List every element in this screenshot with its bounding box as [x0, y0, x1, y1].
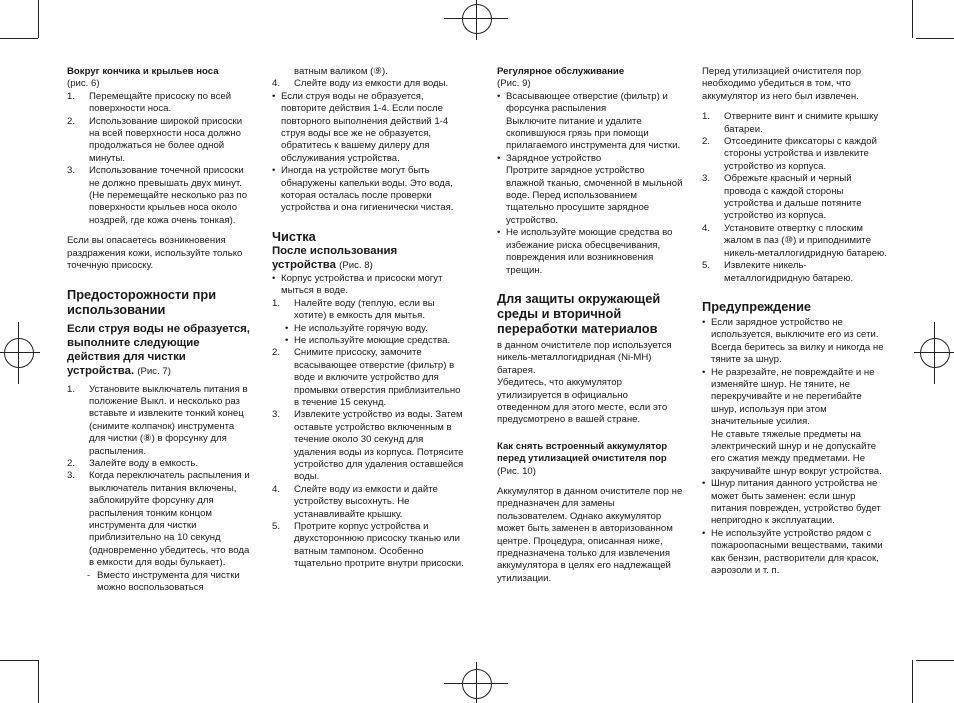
item-number: 4. — [702, 222, 711, 234]
item-title: Всасывающее отверстие (фильтр) и форсунка распыления — [506, 90, 668, 115]
item-number: 5. — [272, 521, 281, 532]
item-number: 3. — [67, 470, 76, 482]
bullet-icon: • — [272, 90, 276, 102]
item-text: Если струя воды не образуется, повторите действия 1-4. Если после повторного выполнения действий 1-4 струя воды все же не образуется, обратитесь к вашему дилеру для обслуживания устройства. — [281, 90, 449, 164]
bullet-item — [497, 227, 683, 277]
item-number: 1. — [67, 90, 76, 102]
item-text — [506, 153, 683, 227]
column-2 — [272, 66, 464, 571]
heading-after-use: После использования устройства (Рис. 8) — [272, 244, 398, 271]
list-item — [702, 260, 890, 285]
steps-list — [702, 111, 890, 285]
heading-remove-battery: Как снять встроенный аккумулятор перед утилизацией очистителя пор (Рис. 10) — [497, 440, 668, 477]
list-item — [702, 111, 890, 136]
item-text: Слейте воду из емкости и дайте устройству высохнуть. Не устанавливайте крышку. — [294, 483, 438, 520]
crop-mark-bottom-right — [912, 660, 913, 703]
column-3 — [497, 66, 683, 585]
sub-bullet-item — [285, 335, 464, 347]
sub-bullet-item — [285, 323, 464, 335]
item-title: Зарядное устройство — [506, 152, 602, 164]
item-text: Установите отвертку с плоским жалом в паз (⑩) и приподнимите никель-металлогидридную батарею. — [724, 222, 887, 259]
crop-mark-bottom-left — [38, 660, 39, 703]
item-text: Не используйте устройство рядом с пожароопасными веществами, такими как бензин, растворители для красок, аэрозоли и т. п. — [711, 527, 883, 577]
list-item — [67, 384, 253, 458]
column-4 — [702, 66, 890, 577]
bullet-icon: • — [272, 165, 276, 177]
item-text: Отсоедините фиксаторы с каждой стороны устройства и извлеките устройство из корпуса. — [724, 136, 877, 172]
bullet-item — [497, 91, 683, 153]
heading-clean: Чистка — [272, 228, 316, 244]
crop-mark-top-right-h — [916, 38, 954, 39]
nose-list — [67, 91, 253, 227]
registration-mark-top-v — [476, 0, 477, 40]
env-paragraph-1: в данном очистителе пор используется никель-металлогидридная (Ni-MH) батарея. — [497, 339, 672, 376]
item-text: Налейте воду (теплую, если вы хотите) в емкость для мытья. — [294, 297, 435, 322]
item-text: Снимите присоску, замочите всасывающее отверстие (фильтр) в воде и включите устройство для промывки отверстия приблизительно в течение 15 секунд. — [294, 347, 461, 408]
column-1 — [67, 66, 253, 594]
item-number: 3. — [67, 165, 76, 177]
item-number: 5. — [702, 260, 711, 272]
crop-mark-bottom-left-h — [0, 660, 38, 661]
bullet-item — [702, 317, 890, 367]
crop-mark-top-left — [38, 0, 39, 38]
heading-regular-ref: (Рис. 9) — [497, 78, 531, 90]
item-text: Использование точечной присоски не должно превышать двух минут. (Не перемещайте несколько раз по поверхности крыльев носа около ноздрей, где кожа очень тонкая). — [89, 165, 248, 226]
list-item — [702, 223, 890, 260]
list-item — [272, 298, 464, 348]
bullet-icon: • — [702, 316, 706, 328]
item-text — [506, 91, 683, 153]
bullet-icon: • — [497, 152, 501, 164]
heading-warning: Предупреждение — [702, 298, 812, 314]
jet-sub-item: - Вместо инструмента для чистки можно воспользоваться — [87, 569, 240, 593]
env-paragraph-2: Убедитесь, что аккумулятор утилизируется в официально отведенном для этого месте, если это предусмотрено в вашей стране. — [497, 377, 668, 426]
bullet-item — [272, 165, 464, 215]
item-body: Протрите зарядное устройство влажной тканью, смоченной в мыльной воде. Перед использованием тщательно просушите зарядное устройство. — [506, 165, 683, 226]
list-item — [67, 165, 253, 227]
item-text: Перемещайте присоску по всей поверхности носа. — [89, 90, 232, 115]
item-text: Иногда на устройстве могут быть обнаружены капельки воды. Это вода, которая осталась после проверки устройства и она гигиенически чистая. — [281, 165, 454, 214]
nose-note: Если вы опасаетесь возникновения раздражения кожи, используйте только точечную присоску. — [67, 235, 243, 272]
item-body: Не используйте моющие средства во избежание риска обесцвечивания, повреждения или возникновения трещин. — [506, 227, 673, 276]
item-number: 1. — [67, 383, 76, 395]
heading-precautions: Предосторожности при использовании — [67, 286, 217, 317]
item-text: Если зарядное устройство не используется, выключите его из сети. Всегда беритесь за вилку и никогда не тяните за шнур. — [711, 316, 884, 366]
item-text: Обрежьте красный и черный провода с каждой стороны устройства и дальше потяните устройство из корпуса. — [724, 173, 862, 222]
item-number: 4. — [272, 483, 281, 495]
bullet-item — [497, 153, 683, 227]
item-text: Использование широкой присоски на всей поверхности носа должно продолжаться не более одной минуты. — [89, 115, 243, 164]
registration-mark-bottom — [462, 669, 492, 699]
after-bullet: • Корпус устройства и присоски могут мыться в воде. — [272, 272, 443, 297]
crop-mark-bottom-right-h — [916, 660, 954, 661]
item-number: 1. — [702, 111, 711, 123]
regular-list — [497, 91, 683, 277]
item-text: Не используйте моющие средства. — [294, 334, 451, 346]
intro-paragraph: Перед утилизацией очистителя пор необходимо убедиться в том, что аккумулятор из него был извлечен. — [702, 66, 862, 102]
registration-mark-top — [462, 4, 492, 34]
registration-mark-right-v — [934, 322, 935, 384]
bullet-item — [272, 91, 464, 165]
list-item — [702, 173, 890, 223]
bullet-icon: • — [285, 322, 289, 334]
list-item — [67, 458, 253, 470]
item-text: Извлеките устройство из воды. Затем оставьте устройство включенным в течение около 30 секунд для удаления воды из корпуса. Потрясите устройство для удаления оставшейся воды. — [294, 409, 464, 483]
bullet-list — [272, 91, 464, 215]
heading-regular: Регулярное обслуживание — [497, 66, 625, 77]
registration-mark-left-v — [18, 322, 19, 384]
bullet-icon: • — [702, 527, 706, 539]
list-item — [67, 91, 253, 116]
bullet-item — [702, 528, 890, 578]
item-number: 2. — [272, 347, 281, 359]
crop-mark-top-right — [912, 0, 913, 38]
bullet-item — [702, 367, 890, 479]
registration-mark-right — [920, 338, 950, 368]
bullet-item — [702, 478, 890, 528]
item-number: 2. — [702, 136, 711, 148]
bullet-icon: • — [702, 366, 706, 378]
item-text: Извлеките никель-металлогидридную батарею. — [724, 260, 854, 284]
crop-mark-top-left-h — [0, 38, 38, 39]
item-number: 2. — [67, 115, 76, 127]
bullet-icon: • — [702, 478, 706, 490]
heading-nose-ref: (рис. 6) — [67, 78, 100, 90]
item-body: Выключите питание и удалите скопившуюся грязь при помощи прилагаемого инструмента для чистки. — [506, 115, 681, 152]
list-item — [702, 136, 890, 173]
warning-extra: Не ставьте тяжелые предметы на электрический шнур и не допускайте его сжатия между предметами. Не закручивайте шнур вокруг устройства. — [711, 428, 882, 477]
item-text: Протрите корпус устройства и двухстороннюю присоску тканью или ватным тампоном. Особенно тщательно протрите внутри присоски. — [294, 521, 464, 570]
item-number: 1. — [272, 297, 281, 309]
item-text: Залейте воду в емкость. — [89, 457, 199, 469]
item-text: Отверните винт и снимите крышку батареи. — [724, 111, 879, 135]
list-item — [67, 116, 253, 166]
item-number: 3. — [272, 409, 281, 421]
item-text: Установите выключатель питания в положение Выкл. и несколько раз вставьте и извлеките тонкий конец (снимите колпачок) инструмента для чистки (⑧) в форсунку для распыления. — [89, 383, 248, 457]
list-item — [272, 484, 464, 521]
item-text: Шнур питания данного устройства не может быть заменен: если шнур питания поврежден, устройство будет непригодно к эксплуатации. — [711, 478, 881, 527]
list-item — [67, 470, 253, 569]
continuation-text: ватным валиком (⑨). — [294, 66, 388, 77]
list-item — [272, 409, 464, 483]
item-4: 4. Слейте воду из емкости для воды. — [272, 78, 449, 90]
warning-list — [702, 317, 890, 578]
item-text — [506, 227, 683, 277]
registration-mark-left-h — [0, 352, 40, 353]
item-number: 3. — [702, 173, 711, 185]
jet-list — [67, 384, 253, 570]
item-number: 2. — [67, 457, 76, 469]
heading-environment: Для защиты окружающей среды и вторичной переработки материалов — [497, 290, 661, 336]
list-item — [272, 521, 464, 571]
bullet-icon: • — [497, 227, 501, 239]
after-list — [272, 298, 464, 571]
item-text: Не используйте горячую воду. — [294, 322, 428, 334]
item-text: Не разрезайте, не повреждайте и не изменяйте шнур. Не тяните, не перекручивайте и не перегибайте шнур, используя при этом значительные усилия. — [711, 366, 875, 428]
bullet-icon: • — [497, 90, 501, 102]
item-text: Когда переключатель распыления и выключатель питания включены, заблокируйте форсунку для распыления тонким концом инструмента для чистки приблизительно на 10 секунд (одновременно убедитесь, что вода в емкости для воды булькает). — [89, 470, 250, 569]
remove-paragraph: Аккумулятор в данном очистителе пор не предназначен для замены пользователем. Однако аккумулятор может быть заменен в авторизованном центре. Процедура, описанная ниже, предназначена только для извлечения аккумулятора в целях его надлежащей утилизации. — [497, 485, 683, 584]
registration-mark-left — [4, 338, 34, 368]
heading-nose: Вокруг кончика и крыльев носа — [67, 66, 219, 77]
heading-no-jet: Если струя воды не образуется, выполните следующие действия для чистки устройства. (Рис. 7) — [67, 322, 250, 377]
bullet-icon: • — [285, 334, 289, 346]
registration-mark-bottom-v — [476, 662, 477, 703]
list-item — [272, 347, 464, 409]
